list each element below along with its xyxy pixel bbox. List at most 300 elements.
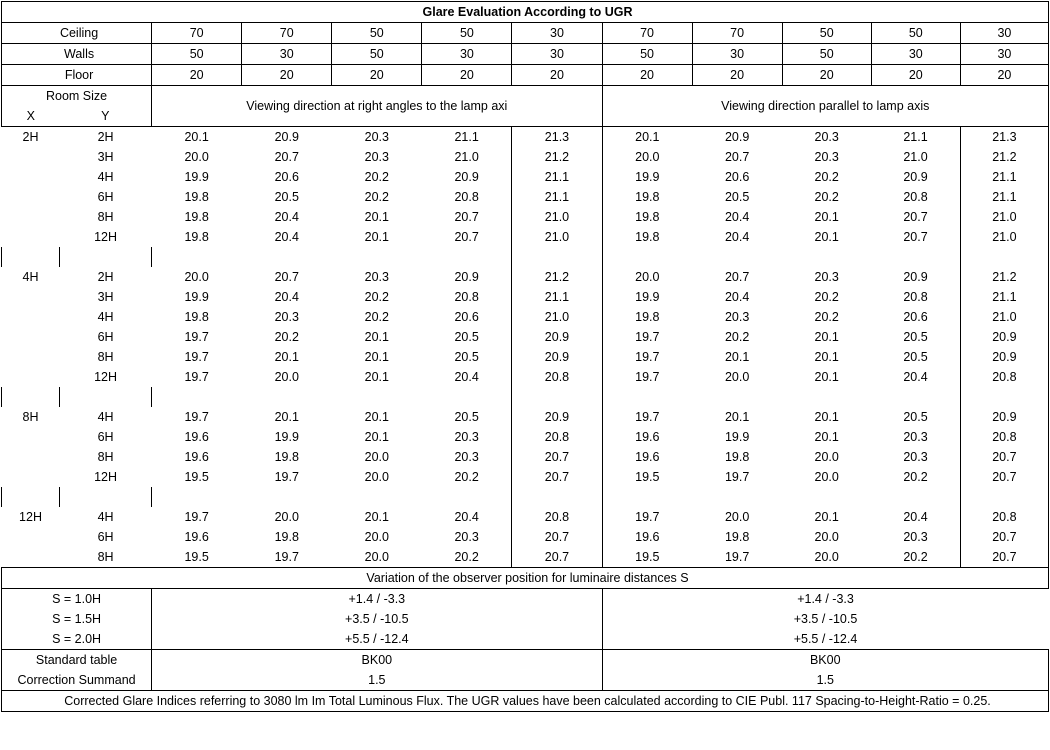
floor-value: 20 (871, 65, 960, 86)
ceiling-value: 70 (242, 23, 332, 44)
x-value-blank (2, 147, 60, 167)
ugr-value: 21.1 (454, 130, 479, 144)
ugr-value: 20.1 (364, 350, 389, 364)
ugr-value: 20.9 (454, 270, 479, 284)
ugr-value: 20.9 (960, 327, 1048, 347)
table-row (2, 347, 1049, 367)
ugr-value: 19.9 (724, 430, 750, 444)
ugr-value: 20.7 (903, 210, 928, 224)
ugr-value: 20.5 (454, 410, 479, 424)
ugr-value: 20.5 (274, 190, 299, 204)
ugr-value: 21.0 (960, 227, 1048, 247)
ugr-value: 20.2 (454, 470, 479, 484)
ceiling-value: 70 (692, 23, 782, 44)
ugr-value: 20.5 (454, 330, 479, 344)
variation-row (2, 609, 1049, 629)
y-value: 12H (94, 370, 118, 384)
ceiling-value: 30 (960, 23, 1048, 44)
walls-value: 30 (512, 44, 602, 65)
floor-value: 20 (422, 65, 512, 86)
standard-table-row (2, 650, 1049, 671)
variation-par-value: +3.5 / -10.5 (793, 612, 858, 626)
ugr-value: 21.1 (960, 167, 1048, 187)
y-value: 8H (97, 210, 114, 224)
y-value: 8H (97, 350, 114, 364)
group-spacer (2, 247, 1049, 267)
ugr-value: 19.8 (184, 230, 209, 244)
y-value: 6H (97, 530, 114, 544)
ugr-value: 19.8 (184, 190, 209, 204)
variation-row (2, 629, 1049, 650)
ugr-value: 21.2 (960, 267, 1048, 287)
y-value: 6H (97, 330, 114, 344)
variation-par-value: +5.5 / -12.4 (793, 632, 858, 646)
ugr-value: 21.1 (960, 187, 1048, 207)
ugr-value: 20.7 (512, 467, 602, 487)
ugr-value: 20.1 (814, 370, 839, 384)
group-spacer (2, 487, 1049, 507)
x-value-blank (2, 367, 60, 387)
ugr-value: 20.7 (512, 447, 602, 467)
ugr-value: 20.3 (454, 430, 479, 444)
correction-summand-label: Correction Summand (2, 670, 152, 691)
ugr-value: 20.8 (960, 367, 1048, 387)
ugr-value: 20.1 (814, 230, 839, 244)
walls-value: 50 (782, 44, 871, 65)
table-row (2, 327, 1049, 347)
ugr-value: 20.7 (512, 527, 602, 547)
walls-value: 30 (692, 44, 782, 65)
ugr-value: 20.7 (960, 547, 1048, 568)
x-value-blank (2, 527, 60, 547)
walls-value: 50 (602, 44, 692, 65)
header-roomsize-row (2, 86, 1049, 107)
ugr-value: 20.0 (364, 450, 389, 464)
y-value: 4H (97, 410, 114, 424)
y-value: 4H (97, 510, 114, 524)
room-size-header: Room Size (2, 86, 152, 107)
ugr-value: 20.1 (364, 230, 389, 244)
ceiling-value: 50 (332, 23, 422, 44)
ugr-value: 21.0 (512, 307, 602, 327)
x-value-blank (2, 427, 60, 447)
ugr-value: 19.7 (635, 330, 660, 344)
ugr-value: 20.7 (960, 447, 1048, 467)
ugr-value: 21.0 (454, 150, 479, 164)
correction-summand-par: 1.5 (602, 670, 1048, 691)
floor-value: 20 (602, 65, 692, 86)
ugr-value: 19.5 (184, 470, 209, 484)
variation-par-value: +1.4 / -3.3 (797, 592, 854, 606)
y-value: 6H (97, 190, 114, 204)
table-row (2, 407, 1049, 427)
table-row (2, 147, 1049, 167)
ugr-value: 19.8 (184, 310, 209, 324)
ugr-value: 20.1 (814, 410, 839, 424)
ugr-value: 20.7 (512, 547, 602, 568)
table-row (2, 467, 1049, 487)
variation-perp-value: +5.5 / -12.4 (152, 629, 602, 650)
ugr-value: 20.5 (454, 350, 479, 364)
ugr-value: 20.0 (364, 470, 389, 484)
ugr-value: 21.3 (960, 127, 1048, 148)
x-value-blank (2, 447, 60, 467)
floor-value: 20 (692, 65, 782, 86)
y-value: 8H (97, 450, 114, 464)
ugr-value: 19.7 (184, 410, 209, 424)
ugr-value: 20.4 (724, 230, 750, 244)
ugr-value: 20.1 (814, 510, 839, 524)
row-label-walls: Walls (2, 44, 152, 65)
ugr-value: 20.8 (454, 290, 479, 304)
ugr-value: 21.0 (960, 307, 1048, 327)
ugr-value: 20.5 (903, 350, 928, 364)
x-value-blank (2, 327, 60, 347)
ugr-value: 20.8 (960, 507, 1048, 527)
ugr-value: 20.2 (274, 330, 299, 344)
ugr-value: 19.7 (184, 350, 209, 364)
ugr-value: 20.1 (364, 210, 389, 224)
ugr-value: 20.3 (364, 270, 389, 284)
ugr-value: 20.4 (454, 510, 479, 524)
ugr-value: 19.8 (274, 530, 299, 544)
ugr-value: 20.2 (364, 170, 389, 184)
table-row (2, 307, 1049, 327)
x-value-blank (2, 207, 60, 227)
ugr-value: 20.7 (724, 150, 750, 164)
footer-note: Corrected Glare Indices referring to 3080 lm Im Total Luminous Flux. The UGR values have been calculated according to CIE Publ. 117 Spacing-to-Height-Ratio = 0.25. (2, 691, 1049, 712)
ugr-value: 19.7 (635, 370, 660, 384)
title-row (2, 2, 1049, 23)
ugr-value: 21.2 (960, 147, 1048, 167)
walls-value: 30 (871, 44, 960, 65)
ugr-value: 19.7 (635, 350, 660, 364)
ugr-value: 19.8 (635, 210, 660, 224)
correction-summand-row (2, 670, 1049, 691)
floor-value: 20 (960, 65, 1048, 86)
walls-value: 30 (422, 44, 512, 65)
ceiling-value: 70 (152, 23, 242, 44)
ugr-value: 20.5 (903, 410, 928, 424)
ugr-value: 20.2 (814, 310, 839, 324)
variation-label: S = 2.0H (2, 629, 152, 650)
ugr-value: 20.0 (274, 370, 299, 384)
walls-value: 30 (242, 44, 332, 65)
ugr-value: 19.6 (635, 450, 660, 464)
ugr-value: 20.5 (903, 330, 928, 344)
table-row (2, 287, 1049, 307)
ugr-value: 20.7 (903, 230, 928, 244)
floor-value: 20 (512, 65, 602, 86)
ugr-value: 20.9 (960, 407, 1048, 427)
ugr-value: 21.1 (512, 287, 602, 307)
x-value-blank (2, 287, 60, 307)
ugr-value: 20.1 (814, 430, 839, 444)
ugr-value: 20.9 (454, 170, 479, 184)
ceiling-value: 50 (782, 23, 871, 44)
ugr-value: 20.4 (274, 230, 299, 244)
ceiling-value: 50 (422, 23, 512, 44)
ugr-value: 20.6 (903, 310, 928, 324)
ugr-value: 20.9 (960, 347, 1048, 367)
variation-heading-row (2, 568, 1049, 589)
ugr-value: 20.2 (364, 190, 389, 204)
y-value: 2H (97, 270, 114, 284)
ugr-value: 20.2 (814, 190, 839, 204)
ugr-value: 20.9 (724, 130, 750, 144)
ugr-value: 20.8 (903, 190, 928, 204)
ugr-value: 20.7 (724, 270, 750, 284)
ugr-value: 20.0 (274, 510, 299, 524)
x-value-blank (2, 307, 60, 327)
table-row (2, 187, 1049, 207)
ugr-value: 20.5 (724, 190, 750, 204)
floor-value: 20 (152, 65, 242, 86)
table-row (2, 267, 1049, 287)
table-row (2, 127, 1049, 148)
ugr-value: 19.6 (184, 530, 209, 544)
x-value-blank (2, 227, 60, 247)
y-value: 12H (94, 230, 118, 244)
ugr-value: 21.1 (512, 167, 602, 187)
ugr-value: 20.9 (903, 270, 928, 284)
x-value: 8H (22, 410, 39, 424)
y-value: 6H (97, 430, 114, 444)
ugr-value: 20.1 (814, 330, 839, 344)
ugr-value: 19.7 (274, 550, 299, 564)
ugr-value: 20.9 (512, 347, 602, 367)
ugr-value: 20.1 (184, 130, 209, 144)
group-spacer (2, 387, 1049, 407)
variation-label: S = 1.5H (2, 609, 152, 629)
ugr-value: 20.0 (364, 530, 389, 544)
walls-value: 50 (332, 44, 422, 65)
ugr-value: 19.7 (184, 510, 209, 524)
ugr-value: 20.3 (903, 530, 928, 544)
ugr-value: 20.3 (454, 450, 479, 464)
ugr-value: 19.8 (635, 310, 660, 324)
row-label-ceiling: Ceiling (2, 23, 152, 44)
ceiling-value: 50 (871, 23, 960, 44)
ugr-value: 20.3 (364, 150, 389, 164)
standard-table-par: BK00 (602, 650, 1048, 671)
ugr-value: 19.9 (184, 290, 209, 304)
correction-summand-perp: 1.5 (152, 670, 602, 691)
ugr-value: 20.0 (814, 470, 839, 484)
ugr-value: 21.3 (512, 127, 602, 148)
variation-heading: Variation of the observer position for luminaire distances S (2, 568, 1049, 589)
ugr-value: 19.6 (184, 450, 209, 464)
variation-label: S = 1.0H (2, 589, 152, 610)
variation-perp-value: +3.5 / -10.5 (152, 609, 602, 629)
ugr-value: 20.2 (454, 550, 479, 564)
ugr-value: 20.1 (814, 210, 839, 224)
ugr-value: 21.1 (960, 287, 1048, 307)
ugr-value: 19.9 (184, 170, 209, 184)
ugr-value: 20.3 (724, 310, 750, 324)
ugr-value: 20.2 (903, 550, 928, 564)
ugr-value: 19.6 (184, 430, 209, 444)
ugr-value: 20.3 (814, 270, 839, 284)
ugr-value: 21.2 (512, 147, 602, 167)
y-value: 3H (97, 290, 114, 304)
ugr-value: 20.1 (274, 410, 299, 424)
ugr-value: 19.7 (724, 550, 750, 564)
table-row (2, 367, 1049, 387)
ugr-value: 20.2 (814, 290, 839, 304)
ugr-value: 20.8 (903, 290, 928, 304)
ugr-value: 19.7 (635, 410, 660, 424)
ugr-value: 19.7 (635, 510, 660, 524)
ugr-value: 20.7 (274, 150, 299, 164)
y-value: 2H (97, 130, 114, 144)
x-value-blank (2, 187, 60, 207)
y-value: 4H (97, 170, 114, 184)
ugr-value: 19.7 (274, 470, 299, 484)
y-value: 3H (97, 150, 114, 164)
ugr-value: 20.1 (814, 350, 839, 364)
ugr-value: 21.1 (903, 130, 928, 144)
x-value: 4H (22, 270, 39, 284)
ugr-value: 20.0 (635, 150, 660, 164)
viewing-direction-perpendicular-header: Viewing direction at right angles to the lamp axi (152, 86, 602, 127)
ugr-value: 20.3 (274, 310, 299, 324)
ugr-value: 20.0 (814, 450, 839, 464)
y-value: 8H (97, 550, 114, 564)
table-row (2, 507, 1049, 527)
ugr-value: 19.6 (635, 530, 660, 544)
ugr-value: 20.7 (960, 527, 1048, 547)
x-value-blank (2, 347, 60, 367)
ugr-value: 20.6 (274, 170, 299, 184)
ugr-value: 20.1 (724, 350, 750, 364)
ugr-value: 20.4 (274, 210, 299, 224)
ugr-value: 20.8 (512, 367, 602, 387)
ugr-value: 20.3 (814, 130, 839, 144)
ugr-value: 20.0 (184, 270, 209, 284)
ugr-value: 21.1 (512, 187, 602, 207)
ugr-value: 20.1 (724, 410, 750, 424)
ugr-value: 20.7 (960, 467, 1048, 487)
ugr-value: 20.0 (814, 530, 839, 544)
ugr-value: 19.8 (724, 530, 750, 544)
variation-row (2, 589, 1049, 610)
ugr-value: 20.1 (364, 370, 389, 384)
ugr-value: 19.8 (635, 190, 660, 204)
reflectance-row-floor (2, 65, 1049, 86)
table-row (2, 527, 1049, 547)
ugr-value: 20.1 (364, 330, 389, 344)
ugr-value: 20.1 (635, 130, 660, 144)
ceiling-value: 70 (602, 23, 692, 44)
ugr-value: 19.7 (724, 470, 750, 484)
x-value-blank (2, 467, 60, 487)
reflectance-row-ceiling (2, 23, 1049, 44)
floor-value: 20 (242, 65, 332, 86)
floor-value: 20 (332, 65, 422, 86)
ugr-value: 20.8 (512, 427, 602, 447)
ugr-value: 20.9 (274, 130, 299, 144)
ugr-value: 20.4 (724, 290, 750, 304)
ugr-value: 20.6 (724, 170, 750, 184)
ugr-value: 19.5 (635, 470, 660, 484)
ugr-value: 20.1 (364, 410, 389, 424)
ugr-value: 20.7 (454, 230, 479, 244)
ugr-value: 20.3 (903, 430, 928, 444)
ugr-value: 20.3 (454, 530, 479, 544)
footer-row (2, 691, 1049, 712)
ugr-value: 20.7 (454, 210, 479, 224)
ugr-value: 20.8 (960, 427, 1048, 447)
ugr-value: 20.8 (512, 507, 602, 527)
ugr-value: 20.0 (814, 550, 839, 564)
ugr-value: 19.7 (184, 370, 209, 384)
ugr-value: 19.9 (274, 430, 299, 444)
ugr-value: 20.4 (903, 510, 928, 524)
ugr-value: 19.5 (184, 550, 209, 564)
row-label-floor: Floor (2, 65, 152, 86)
ugr-value: 20.0 (184, 150, 209, 164)
ugr-value: 21.0 (512, 227, 602, 247)
ugr-value: 20.0 (635, 270, 660, 284)
ugr-value: 20.3 (814, 150, 839, 164)
ugr-value: 20.7 (274, 270, 299, 284)
x-value-blank (2, 547, 60, 568)
x-value: 2H (22, 130, 39, 144)
ugr-value: 19.8 (724, 450, 750, 464)
x-header: X (2, 106, 60, 127)
ugr-value: 20.2 (903, 470, 928, 484)
ugr-value: 20.0 (724, 370, 750, 384)
ugr-value: 19.8 (184, 210, 209, 224)
table-row (2, 227, 1049, 247)
ugr-value: 20.9 (512, 407, 602, 427)
ugr-value: 21.2 (512, 267, 602, 287)
ugr-value: 20.4 (454, 370, 479, 384)
floor-value: 20 (782, 65, 871, 86)
reflectance-row-walls (2, 44, 1049, 65)
ugr-value: 20.1 (364, 430, 389, 444)
ugr-value: 20.3 (364, 130, 389, 144)
ugr-value: 21.0 (960, 207, 1048, 227)
ugr-value: 20.1 (274, 350, 299, 364)
ceiling-value: 30 (512, 23, 602, 44)
ugr-value: 20.9 (903, 170, 928, 184)
y-value: 12H (94, 470, 118, 484)
ugr-value: 20.2 (364, 290, 389, 304)
ugr-value: 19.9 (635, 290, 660, 304)
ugr-value: 19.9 (635, 170, 660, 184)
y-value: 4H (97, 310, 114, 324)
ugr-value: 20.3 (903, 450, 928, 464)
table-row (2, 427, 1049, 447)
ugr-value: 20.8 (454, 190, 479, 204)
ugr-value: 19.7 (184, 330, 209, 344)
ugr-value: 21.0 (903, 150, 928, 164)
ugr-value: 20.1 (364, 510, 389, 524)
ugr-value: 21.0 (512, 207, 602, 227)
walls-value: 30 (960, 44, 1048, 65)
ugr-value: 19.8 (274, 450, 299, 464)
table-row (2, 547, 1049, 568)
ugr-value: 19.8 (635, 230, 660, 244)
x-value-blank (2, 167, 60, 187)
y-header: Y (60, 106, 152, 127)
ugr-value: 20.4 (903, 370, 928, 384)
table-row (2, 207, 1049, 227)
table-row (2, 167, 1049, 187)
ugr-value: 20.4 (724, 210, 750, 224)
